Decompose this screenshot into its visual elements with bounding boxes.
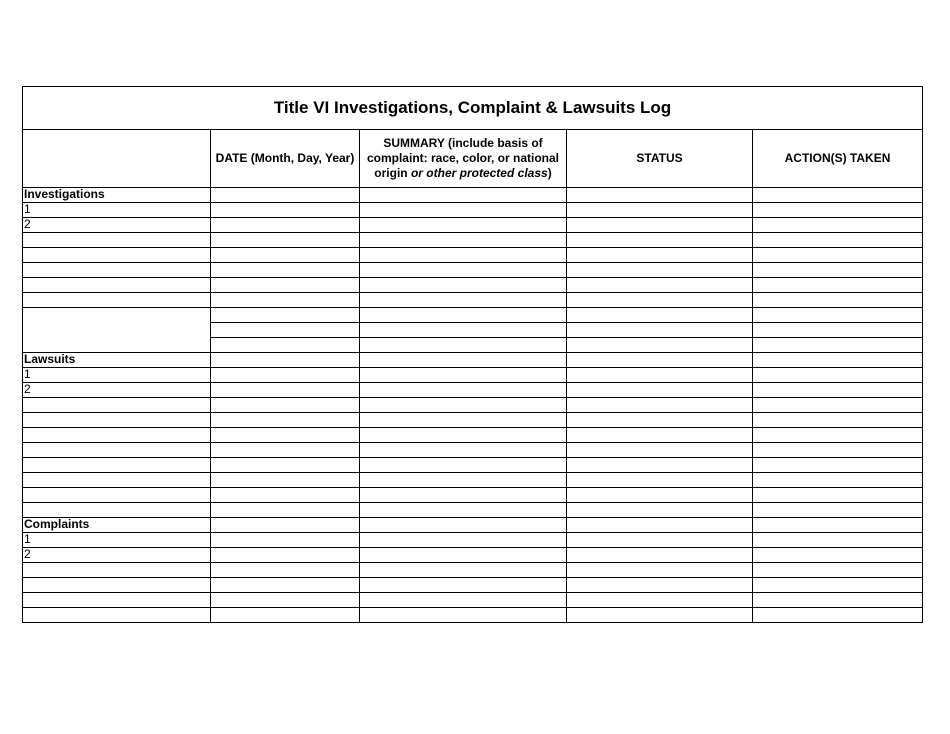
date-cell[interactable]: [211, 488, 360, 503]
actions-cell[interactable]: [753, 458, 923, 473]
header-blank: [23, 130, 211, 188]
date-cell[interactable]: [211, 308, 360, 323]
actions-cell[interactable]: [753, 203, 923, 218]
status-cell[interactable]: [567, 563, 753, 578]
row-label-cell[interactable]: [23, 563, 211, 578]
summary-cell[interactable]: [360, 443, 567, 458]
status-cell[interactable]: [567, 398, 753, 413]
status-cell[interactable]: [567, 203, 753, 218]
actions-cell[interactable]: [753, 323, 923, 338]
date-cell[interactable]: [211, 608, 360, 623]
header-row: [23, 130, 923, 188]
investigations-section-label: Investigations: [23, 188, 211, 203]
table-row: [23, 578, 923, 593]
summary-cell[interactable]: [360, 488, 567, 503]
status-cell[interactable]: [567, 368, 753, 383]
table-row: [23, 593, 923, 608]
date-cell[interactable]: [211, 218, 360, 233]
gap-cell[interactable]: [23, 338, 211, 353]
actions-cell[interactable]: [753, 263, 923, 278]
date-cell[interactable]: [211, 368, 360, 383]
actions-cell[interactable]: [753, 533, 923, 548]
table-row: [23, 608, 923, 623]
table-row: [23, 413, 923, 428]
status-cell[interactable]: [567, 383, 753, 398]
summary-cell[interactable]: [360, 518, 567, 533]
summary-cell[interactable]: [360, 413, 567, 428]
gap-cell[interactable]: [23, 308, 211, 323]
summary-cell[interactable]: [360, 608, 567, 623]
table-row: [23, 308, 923, 323]
actions-cell[interactable]: [753, 248, 923, 263]
date-cell[interactable]: [211, 323, 360, 338]
row-label-cell[interactable]: [23, 473, 211, 488]
row-label-cell[interactable]: [23, 458, 211, 473]
lawsuits-section-label: Lawsuits: [23, 353, 211, 368]
actions-cell[interactable]: [753, 413, 923, 428]
status-cell[interactable]: [567, 308, 753, 323]
status-cell[interactable]: [567, 548, 753, 563]
date-cell[interactable]: [211, 263, 360, 278]
table-row: [23, 263, 923, 278]
summary-cell[interactable]: [360, 338, 567, 353]
actions-cell[interactable]: [753, 308, 923, 323]
header-status: STATUS: [567, 130, 753, 188]
status-cell[interactable]: [567, 533, 753, 548]
table-row: [23, 383, 923, 398]
actions-cell[interactable]: [753, 188, 923, 203]
status-cell[interactable]: [567, 338, 753, 353]
actions-cell[interactable]: [753, 398, 923, 413]
row-label-cell[interactable]: [23, 578, 211, 593]
table-row: [23, 323, 923, 338]
header-actions: ACTION(S) TAKEN: [753, 130, 923, 188]
status-cell[interactable]: [567, 443, 753, 458]
table-row: [23, 218, 923, 233]
date-cell[interactable]: [211, 578, 360, 593]
row-label-cell[interactable]: [23, 398, 211, 413]
table-row: [23, 368, 923, 383]
summary-cell[interactable]: [360, 308, 567, 323]
status-cell[interactable]: [567, 248, 753, 263]
table-row: [23, 458, 923, 473]
row-label-cell[interactable]: [23, 443, 211, 458]
date-cell[interactable]: [211, 563, 360, 578]
status-cell[interactable]: [567, 353, 753, 368]
lawsuits-section-row: [23, 353, 923, 368]
table-row: [23, 398, 923, 413]
status-cell[interactable]: [567, 428, 753, 443]
status-cell[interactable]: [567, 293, 753, 308]
date-cell[interactable]: [211, 338, 360, 353]
summary-cell[interactable]: [360, 323, 567, 338]
status-cell[interactable]: [567, 323, 753, 338]
row-label-cell[interactable]: [23, 293, 211, 308]
actions-cell[interactable]: [753, 593, 923, 608]
summary-cell[interactable]: [360, 503, 567, 518]
actions-cell[interactable]: [753, 428, 923, 443]
actions-cell[interactable]: [753, 563, 923, 578]
date-cell[interactable]: [211, 473, 360, 488]
actions-cell[interactable]: [753, 548, 923, 563]
status-cell[interactable]: [567, 233, 753, 248]
actions-cell[interactable]: [753, 488, 923, 503]
date-cell[interactable]: [211, 548, 360, 563]
actions-cell[interactable]: [753, 578, 923, 593]
actions-cell[interactable]: [753, 503, 923, 518]
actions-cell[interactable]: [753, 443, 923, 458]
gap-cell[interactable]: [23, 323, 211, 338]
table-row: [23, 248, 923, 263]
title-row: [23, 87, 923, 130]
table-row: [23, 293, 923, 308]
date-cell[interactable]: [211, 413, 360, 428]
lawsuits-row-number[interactable]: 2: [23, 383, 211, 398]
date-cell[interactable]: [211, 383, 360, 398]
row-label-cell[interactable]: [23, 503, 211, 518]
date-cell[interactable]: [211, 278, 360, 293]
complaints-section-row: [23, 518, 923, 533]
summary-cell[interactable]: [360, 263, 567, 278]
status-cell[interactable]: [567, 488, 753, 503]
row-label-cell[interactable]: [23, 248, 211, 263]
table-row: [23, 443, 923, 458]
table-row: [23, 233, 923, 248]
row-label-cell[interactable]: [23, 593, 211, 608]
date-cell[interactable]: [211, 398, 360, 413]
summary-cell[interactable]: [360, 218, 567, 233]
status-cell[interactable]: [567, 578, 753, 593]
table-row: [23, 488, 923, 503]
date-cell[interactable]: [211, 248, 360, 263]
status-cell[interactable]: [567, 608, 753, 623]
status-cell[interactable]: [567, 188, 753, 203]
actions-cell[interactable]: [753, 278, 923, 293]
status-cell[interactable]: [567, 218, 753, 233]
summary-cell[interactable]: [360, 578, 567, 593]
table-row: [23, 473, 923, 488]
actions-cell[interactable]: [753, 353, 923, 368]
complaints-row-number[interactable]: 1: [23, 533, 211, 548]
summary-cell[interactable]: [360, 548, 567, 563]
complaints-section-label: Complaints: [23, 518, 211, 533]
summary-cell[interactable]: [360, 383, 567, 398]
summary-cell[interactable]: [360, 233, 567, 248]
row-label-cell[interactable]: [23, 233, 211, 248]
summary-cell[interactable]: [360, 593, 567, 608]
summary-cell[interactable]: [360, 278, 567, 293]
summary-cell[interactable]: [360, 248, 567, 263]
status-cell[interactable]: [567, 278, 753, 293]
actions-cell[interactable]: [753, 383, 923, 398]
status-cell[interactable]: [567, 593, 753, 608]
actions-cell[interactable]: [753, 233, 923, 248]
date-cell[interactable]: [211, 428, 360, 443]
summary-cell[interactable]: [360, 353, 567, 368]
header-summary: [360, 130, 567, 188]
summary-cell[interactable]: [360, 368, 567, 383]
table-row: [23, 428, 923, 443]
table-row: [23, 338, 923, 353]
summary-cell[interactable]: [360, 188, 567, 203]
summary-cell[interactable]: [360, 533, 567, 548]
header-summary-italic: or other protected class: [410, 166, 548, 180]
complaints-row-number[interactable]: 2: [23, 548, 211, 563]
row-label-cell[interactable]: [23, 263, 211, 278]
status-cell[interactable]: [567, 413, 753, 428]
table-row: [23, 533, 923, 548]
header-date: DATE (Month, Day, Year): [211, 130, 360, 188]
summary-cell[interactable]: [360, 398, 567, 413]
date-cell[interactable]: [211, 203, 360, 218]
investigations-section-row: [23, 188, 923, 203]
actions-cell[interactable]: [753, 473, 923, 488]
actions-cell[interactable]: [753, 338, 923, 353]
summary-cell[interactable]: [360, 458, 567, 473]
date-cell[interactable]: [211, 503, 360, 518]
table-row: [23, 278, 923, 293]
row-label-cell[interactable]: [23, 278, 211, 293]
summary-cell[interactable]: [360, 203, 567, 218]
row-label-cell[interactable]: [23, 428, 211, 443]
date-cell[interactable]: [211, 458, 360, 473]
status-cell[interactable]: [567, 263, 753, 278]
table-row: [23, 548, 923, 563]
status-cell[interactable]: [567, 473, 753, 488]
actions-cell[interactable]: [753, 518, 923, 533]
date-cell[interactable]: [211, 233, 360, 248]
table-row: [23, 503, 923, 518]
investigations-row-number[interactable]: 1: [23, 203, 211, 218]
status-cell[interactable]: [567, 503, 753, 518]
document-title: Title VI Investigations, Complaint & Lawsuits Log: [23, 87, 923, 130]
actions-cell[interactable]: [753, 218, 923, 233]
summary-cell[interactable]: [360, 293, 567, 308]
title-vi-log-table: [22, 86, 923, 623]
summary-cell[interactable]: [360, 563, 567, 578]
table-row: [23, 563, 923, 578]
investigations-row-number[interactable]: 2: [23, 218, 211, 233]
date-cell[interactable]: [211, 593, 360, 608]
header-summary-close: ): [547, 166, 552, 180]
row-label-cell[interactable]: [23, 608, 211, 623]
header-summary-text: SUMMARY (include basis of complaint: race, color, or national origin: [366, 136, 560, 180]
status-cell[interactable]: [567, 518, 753, 533]
actions-cell[interactable]: [753, 293, 923, 308]
actions-cell[interactable]: [753, 608, 923, 623]
date-cell[interactable]: [211, 188, 360, 203]
actions-cell[interactable]: [753, 368, 923, 383]
date-cell[interactable]: [211, 518, 360, 533]
status-cell[interactable]: [567, 458, 753, 473]
row-label-cell[interactable]: [23, 488, 211, 503]
summary-cell[interactable]: [360, 428, 567, 443]
row-label-cell[interactable]: [23, 413, 211, 428]
date-cell[interactable]: [211, 533, 360, 548]
lawsuits-row-number[interactable]: 1: [23, 368, 211, 383]
summary-cell[interactable]: [360, 473, 567, 488]
date-cell[interactable]: [211, 443, 360, 458]
date-cell[interactable]: [211, 293, 360, 308]
date-cell[interactable]: [211, 353, 360, 368]
table-row: [23, 203, 923, 218]
